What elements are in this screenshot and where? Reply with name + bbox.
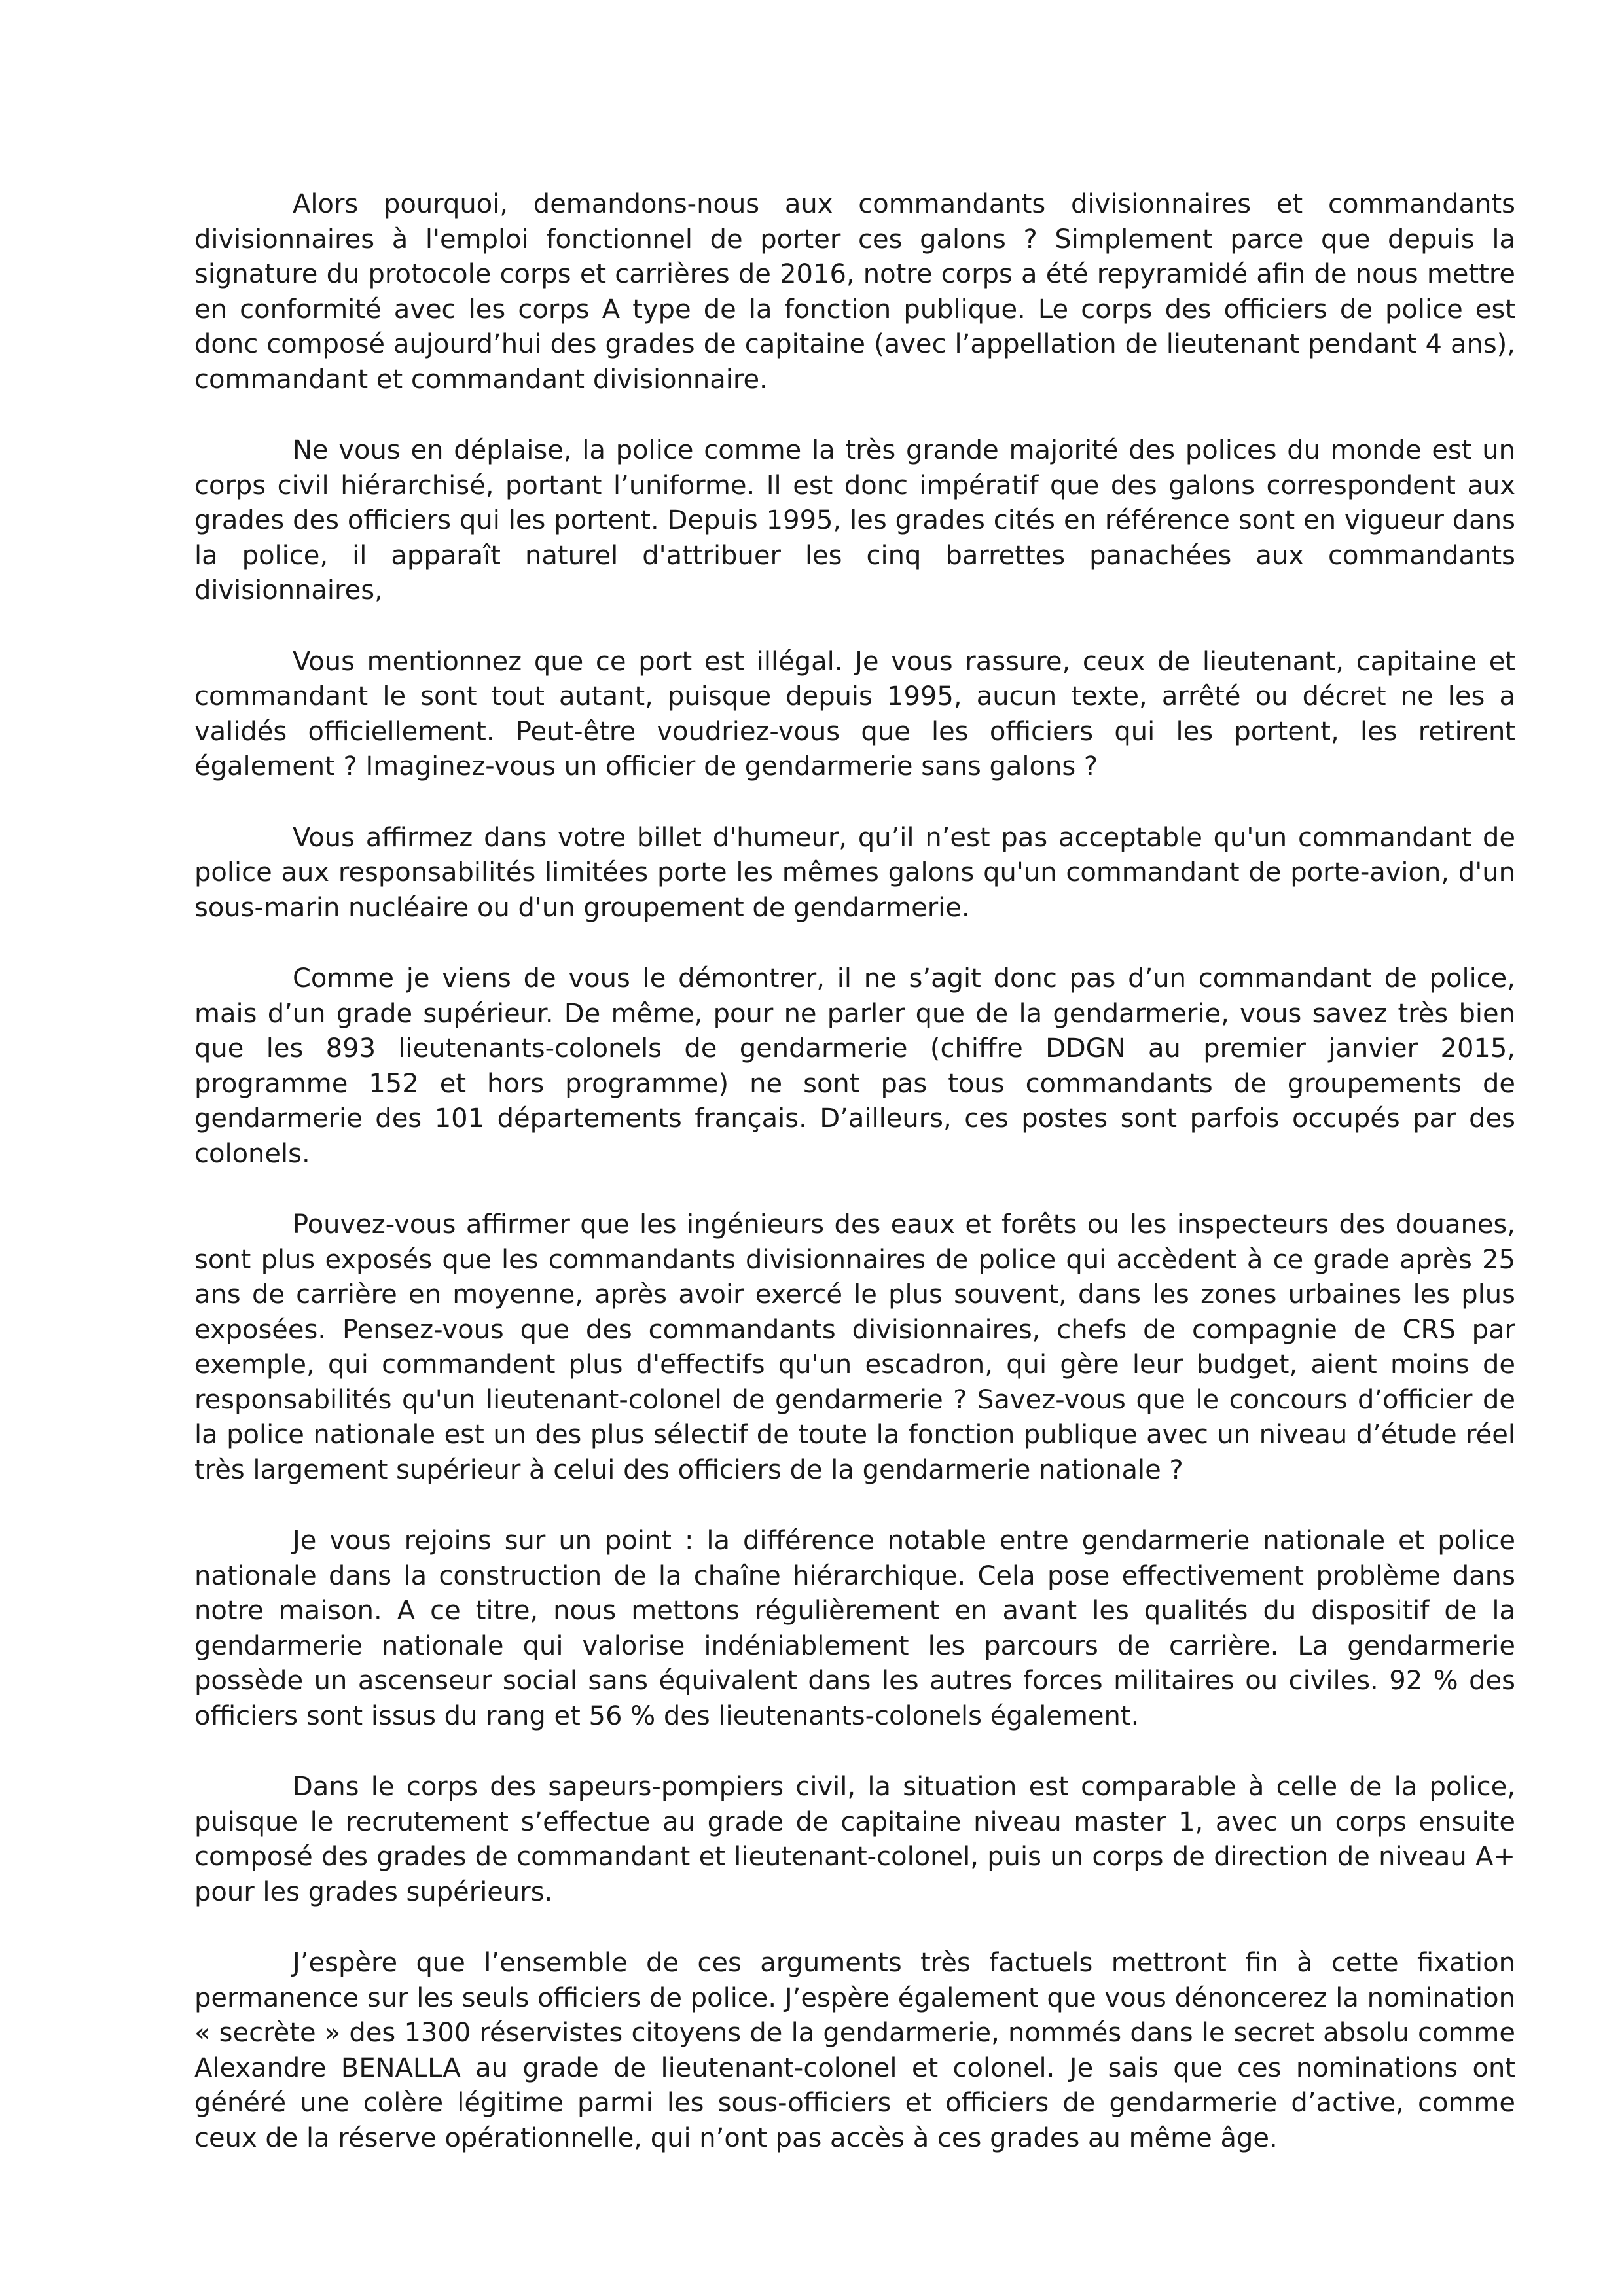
paragraph-5: Comme je viens de vous le démontrer, il ne s’agit donc pas d’un commandant de police, mais d’un grade supérieur. De même, pour ne parler que de la gendarmerie, vous savez très bien que les 893 lieutenants-colonels de gendarmerie (chiffre DDGN au premier janvier 2015, programme 152 et hors programme) ne sont pas tous commandants de groupements de gendarmerie des 101 départements français. D’ailleurs, ces postes sont parfois occupés par des colonels. bbox=[194, 963, 1515, 1169]
paragraph-3: Vous mentionnez que ce port est illégal. Je vous rassure, ceux de lieutenant, capitaine et commandant le sont tout autant, puisque depuis 1995, aucun texte, arrêté ou décret ne les a validés officiellement. Peut-être voudriez-vous que les officiers qui les portent, les retirent également ? Imaginez-vous un officier de gendarmerie sans galons ? bbox=[194, 646, 1515, 781]
document-body bbox=[194, 187, 1515, 2156]
paragraph-4: Vous affirmez dans votre billet d'humeur, qu’il n’est pas acceptable qu'un commandant de police aux responsabilités limitées porte les mêmes galons qu'un commandant de porte-avion, d'un sous-marin nucléaire ou d'un groupement de gendarmerie. bbox=[194, 822, 1515, 923]
paragraph-1: Alors pourquoi, demandons-nous aux commandants divisionnaires et commandants divisionnaires à l'emploi fonctionnel de porter ces galons ? Simplement parce que depuis la signature du protocole corps et carrières de 2016, notre corps a été repyramidé afin de nous mettre en conformité avec les corps A type de la fonction publique. Le corps des officiers de police est donc composé aujourd’hui des grades de capitaine (avec l’appellation de lieutenant pendant 4 ans), commandant et commandant divisionnaire. bbox=[194, 189, 1515, 395]
paragraph-6: Pouvez-vous affirmer que les ingénieurs des eaux et forêts ou les inspecteurs des douanes, sont plus exposés que les commandants divisionnaires de police qui accèdent à ce grade après 25 ans de carrière en moyenne, après avoir exercé le plus souvent, dans les zones urbaines les plus exposées. Pensez-vous que des commandants divisionnaires, chefs de compagnie de CRS par exemple, qui commandent plus d'effectifs qu'un escadron, qui gère leur budget, aient moins de responsabilités qu'un lieutenant-colonel de gendarmerie ? Savez-vous que le concours d’officier de la police nationale est un des plus sélectif de toute la fonction publique avec un niveau d’étude réel très largement supérieur à celui des officiers de la gendarmerie nationale ? bbox=[194, 1210, 1515, 1485]
paragraph-7: Je vous rejoins sur un point : la différence notable entre gendarmerie nationale et police nationale dans la construction de la chaîne hiérarchique. Cela pose effectivement problème dans notre maison. A ce titre, nous mettons régulièrement en avant les qualités du dispositif de la gendarmerie nationale qui valorise indéniablement les parcours de carrière. La gendarmerie possède un ascenseur social sans équivalent dans les autres forces militaires ou civiles. 92 % des officiers sont issus du rang et 56 % des lieutenants-colonels également. bbox=[194, 1526, 1515, 1731]
paragraph-9: J’espère que l’ensemble de ces arguments très factuels mettront fin à cette fixation permanence sur les seuls officiers de police. J’espère également que vous dénoncerez la nomination « secrète » des 1300 réservistes citoyens de la gendarmerie, nommés dans le secret absolu comme Alexandre BENALLA au grade de lieutenant-colonel et colonel. Je sais que ces nominations ont généré une colère légitime parmi les sous-officiers et officiers de gendarmerie d’active, comme ceux de la réserve opérationnelle, qui n’ont pas accès à ces grades au même âge. bbox=[194, 1948, 1515, 2153]
paragraph-8: Dans le corps des sapeurs-pompiers civil, la situation est comparable à celle de la police, puisque le recrutement s’effectue au grade de capitaine niveau master 1, avec un corps ensuite composé des grades de commandant et lieutenant-colonel, puis un corps de direction de niveau A+ pour les grades supérieurs. bbox=[194, 1772, 1515, 1907]
paragraph-2: Ne vous en déplaise, la police comme la très grande majorité des polices du monde est un corps civil hiérarchisé, portant l’uniforme. Il est donc impératif que des galons correspondent aux grades des officiers qui les portent. Depuis 1995, les grades cités en référence sont en vigueur dans la police, il apparaît naturel d'attribuer les cinq barrettes panachées aux commandants divisionnaires, bbox=[194, 435, 1515, 605]
